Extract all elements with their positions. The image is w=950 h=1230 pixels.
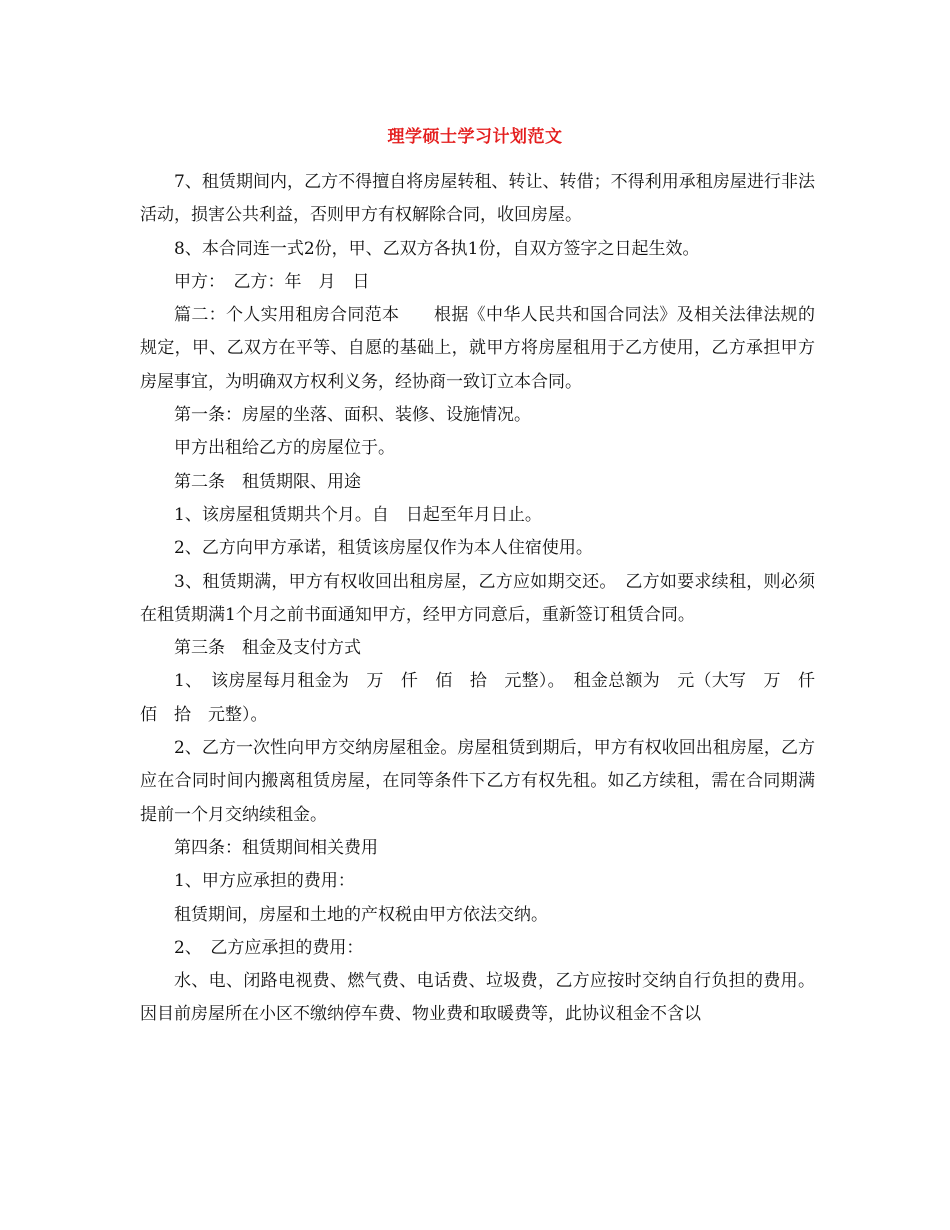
paragraph-party-a-costs: 1、甲方应承担的费用： xyxy=(174,871,355,892)
article-3-heading: 第三条 租金及支付方式 xyxy=(174,638,361,659)
paragraph-clause-8: 8、本合同连一式2份，甲、乙双方各执1份，自双方签字之日起生效。 xyxy=(174,238,700,259)
paragraph-clause-7: 7、租赁期间内，乙方不得擅自将房屋转租、转让、转借；不得利用承租房屋进行非法活动，损害公共利益，否则甲方有权解除合同，收回房屋。 xyxy=(140,172,815,226)
paragraph-part-two-intro: 篇二：个人实用租房合同范本 根据《中华人民共和国合同法》及相关法律法规的规定，甲、乙双方在平等、自愿的基础上，就甲方将房屋租用于乙方使用，乙方承担甲方房屋事宜，为明确双方权利义务，经协商一致订立本合同。 xyxy=(140,305,815,392)
document-body xyxy=(140,166,832,1032)
paragraph-party-b-costs: 2、 乙方应承担的费用： xyxy=(174,937,364,958)
paragraph-lease-use: 2、乙方向甲方承诺，租赁该房屋仅作为本人住宿使用。 xyxy=(174,538,593,559)
article-4-heading: 第四条：租赁期间相关费用 xyxy=(174,837,378,858)
paragraph-property-tax: 租赁期间，房屋和土地的产权税由甲方依法交纳。 xyxy=(174,904,548,925)
paragraph-house-location: 甲方出租给乙方的房屋位于。 xyxy=(174,438,395,459)
document-title: 理学硕士学习计划范文 xyxy=(387,127,563,147)
paragraph-utility-fees: 水、电、闭路电视费、燃气费、电话费、垃圾费，乙方应按时交纳自行负担的费用。因目前房屋所在小区不缴纳停车费、物业费和取暖费等，此协议租金不含以 xyxy=(140,971,815,1025)
paragraph-rent-amount: 1、 该房屋每月租金为 万 仟 佰 拾 元整）。 租金总额为 元（大写 万 仟 佰 拾 元整）。 xyxy=(140,671,832,725)
paragraph-lease-renewal: 3、租赁期满，甲方有权收回出租房屋，乙方应如期交还。 乙方如要求续租，则必须在租赁期满1个月之前书面通知甲方，经甲方同意后，重新签订租赁合同。 xyxy=(140,571,815,625)
paragraph-signature-line: 甲方： 乙方：年 月 日 xyxy=(174,271,370,292)
paragraph-rent-payment: 2、乙方一次性向甲方交纳房屋租金。房屋租赁到期后，甲方有权收回出租房屋，乙方应在合同时间内搬离租赁房屋，在同等条件下乙方有权先租。如乙方续租，需在合同期满提前一个月交纳续租金。 xyxy=(140,738,815,825)
paragraph-lease-term: 1、该房屋租赁期共个月。自 日起至年月日止。 xyxy=(174,504,542,525)
article-2-heading: 第二条 租赁期限、用途 xyxy=(174,471,361,492)
article-1-heading: 第一条：房屋的坐落、面积、装修、设施情况。 xyxy=(174,405,531,426)
